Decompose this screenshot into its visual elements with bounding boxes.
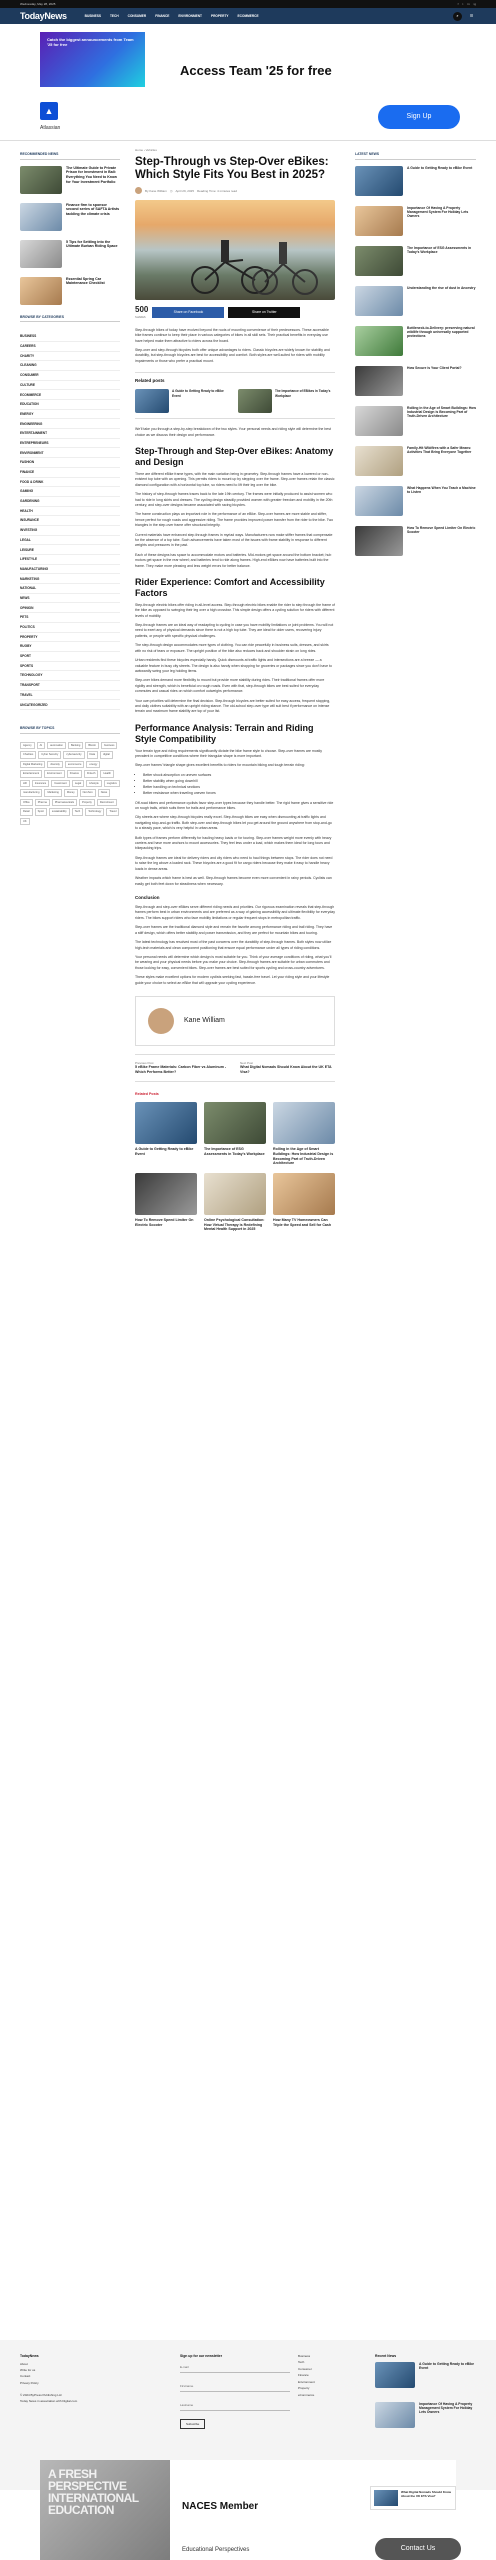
latest-list [355,166,476,558]
article-title: Step-Through vs Step-Over eBikes: Which Style Fits You Best in 2025? [135,156,329,182]
paragraph: The latest technology has resolved most of the past concerns over the durability of step-through frames. Both styles now utilize high-tech materials and clean component positioning that ensure equal performance under all types of riding conditions. [135,940,332,950]
category-link[interactable]: INVESTING [20,526,120,536]
list-item[interactable]: A Guide to Getting Ready to eBike Event [135,1102,197,1166]
list-item[interactable]: The Importance of ESG Assessments in Today's Workplace [204,1102,266,1166]
thumbnail [355,286,403,316]
paragraph: Step-through frames are ideal for delivery riders and city riders who need to haul things between stops. The rider does not need to raise the leg above a loaded rack. These bicycles are a good fit for cargo riders because they make it easy to handle heavy loads in dense areas. [135,855,333,871]
category-link[interactable]: ENTREPRENEURS [20,439,120,449]
list-item[interactable] [355,446,476,478]
topic-tag[interactable]: Environment [44,770,65,778]
share-count-label: SHARES [135,316,146,320]
site-logo[interactable]: TodayNews [20,10,67,21]
list-item[interactable]: Rolling in the Age of Smart Buildings: How Industrial Design is Becoming Part of Truth-Driven Architecture [273,1102,335,1166]
category-link[interactable]: UNCATEGORIZED [20,700,120,710]
topic-tag[interactable]: Finance [67,770,82,778]
footer-link-contact[interactable]: Contact [20,2374,31,2379]
bullet-item: • Better resistance when traveling uneven forces [143,791,335,797]
topic-tag[interactable]: ecommerce [65,761,85,769]
next-post-link[interactable]: Next Post What Digital Nomads Should Know About the UK ETA Visa? [240,1061,332,1074]
paragraph: Step-over frames are the traditional diamond style and remain the favorite among performance riding and trail riding. They have a stiff design, which offers better stability and power transmission, and they are perfect for mountain bikes and touring. [135,925,333,935]
topic-tag[interactable]: Property [79,799,95,807]
thumbnail [135,1173,197,1215]
topic-tag[interactable]: automation [47,742,66,750]
latest-title-text: What Happens When You Teach a Machine to Listen [407,485,476,495]
category-link[interactable]: OPINION [20,603,120,613]
avatar [148,1008,174,1034]
thumbnail [238,389,272,413]
section-heading: Rider Experience: Comfort and Accessibility Factors [135,577,325,598]
related-posts-title: Related Posts [135,1091,159,1096]
topic-tag[interactable]: HR [20,780,30,788]
top-advertisement[interactable] [40,32,456,142]
topic-tag[interactable]: Sport [35,808,47,816]
topic-tag[interactable]: cybersecurity [63,751,84,759]
topics-cloud [20,742,120,826]
paragraph: City streets are where step-through bicycles really excel. Step-through bikes are easy when dismounting at traffic lights and navigating stop-and-go traffic. Both step-over and step-through bikes let you get around the ground anywhere from stop-and-go to a steady pace, which is very helpful in urban areas. [135,815,332,831]
date-text: Wednesday, May 28, 2025 [20,1,56,6]
topic-tag[interactable]: Tech [72,808,83,816]
category-link[interactable]: MANUFACTURING [20,565,120,575]
footer-category-link[interactable]: Environment [298,2379,315,2384]
article-body [135,328,335,1232]
category-link[interactable]: ENGINEERING [20,419,120,429]
paragraph: These styles make excellent options for modern cyclists seeking fast, hassle-free travel. Let your riding style and your lifestyle guide your choice to select an eBike that will upgrade your cycling experience. [135,975,330,985]
categories-title: BROWSE BY CATEGORIES [20,315,120,323]
footer-tagline: Today News in association with Digital.com [20,2399,78,2404]
topics-title: BROWSE BY TOPICS [20,726,120,734]
topic-tag[interactable]: Lifestyle [86,780,102,788]
right-sidebar [355,152,476,566]
section-3b [135,801,335,887]
related-posts-grid [135,1102,335,1232]
header-actions [453,12,476,21]
topic-tag[interactable]: Pharmaceuticals [52,799,77,807]
nav-property[interactable]: PROPERTY [210,13,229,18]
firstname-field[interactable]: Firstname [180,2381,290,2392]
topic-tag[interactable]: Retail [20,808,33,816]
ad-brand: Educational Perspectives [182,2547,250,2553]
thumbnail [355,366,403,396]
category-link[interactable]: INSURANCE [20,516,120,526]
subscribe-button[interactable]: Subscribe [180,2419,205,2429]
social-links [458,2,476,6]
email-field[interactable]: E-mail [180,2362,290,2373]
paragraph: Your terrain type and riding requirements significantly dictate the bike frame style to choose. Step-over frames are mostly prevalent in competitive conditions where their triangular shape is more important. [135,748,323,758]
latest-title-text: How To Remove Speed Limiter On Electric Scooter [407,525,476,535]
list-item[interactable]: A Guide to Getting Ready to eBike Event [135,389,232,413]
paragraph: Step-over bikes demand more flexibility to mount but provide more stability during rides. Their traditional frames offer more rigidity and strength, which is beneficial on rough roads. Even with that, step-through bikes are best suited for everyday commutes and casual rides on which comfort outweighs performance. [135,678,325,694]
list-item[interactable] [355,246,476,278]
thumbnail [135,389,169,413]
ad-image: Catch the biggest announcements from Team '25 for free [40,32,145,87]
nav-finance[interactable]: FINANCE [155,13,170,18]
category-link[interactable]: LIFESTYLE [20,555,120,565]
thumbnail [20,240,62,268]
topic-tag[interactable]: Charities [20,751,36,759]
paragraph: Each of these designs has space to accommodate motors and batteries. Mid-motors get space around the bottom bracket; hub motors get space in the rear wheel; and batteries tend to ride along frames. High-end eBikes now have batteries built into the frame. They make more pleasing and less weight errors for better balance. [135,552,332,568]
category-link[interactable]: ECOMMERCE [20,390,120,400]
topic-tag[interactable]: Fintech [84,770,99,778]
latest-title-text: Bottleneck-to-Delivery: preserving natural wildlife through universally supported protections [407,325,475,339]
thumbnail [135,1102,197,1144]
ad-title: NACES Member [182,2501,259,2512]
list-item[interactable] [355,486,476,518]
bullet-item: • Better shock absorption on uneven surfaces [143,773,335,779]
latest-title-text: The Importance of ESG Assessments in Today's Workplace [407,245,472,255]
paragraph: Step-through bikes of today have evolved beyond the roots of mounting convenience of their predecessors. These accessible bike frames continue to keep their place in various categories of bikes in all skill sets. Their practical benefits in everyday use have helped make them attractive to riders across the board. [135,327,329,343]
prev-post-link[interactable]: Previous Post 5 eBike Frame Materials: Carbon Fiber vs Aluminum - Which Performs Better? [135,1061,227,1074]
topic-tag[interactable]: Logistics [104,780,120,788]
topic-tag[interactable]: Entertainment [20,770,42,778]
list-item[interactable] [355,206,476,238]
topic-tag[interactable]: Agency [20,742,35,750]
category-link[interactable]: FASHION [20,458,120,468]
article-meta [135,187,335,194]
author-name[interactable]: By Kane William [145,188,167,193]
paragraph: Step-over and step-through bicycles both offer unique advantages to riders. Classic bicycles are widely known for stability and durability, but step-through bicycles are best for accessibility and comfort. Both styles are well-suited for riders with mobility impairments or those who prefer a practical mount. [135,348,330,363]
section-3a [135,749,335,769]
list-item[interactable]: The Ultimate Guide to Private Prison for Investment in Bali: Everything You Need to Know for Your Investment Portfolio [20,166,120,196]
thumbnail [355,326,403,356]
paragraph: Off-road bikers and performance cyclists favor step-over types because they handle better. The rigid frame gives a sensitive ride on rough trails, which suits them for trails and performance bikes. [135,800,334,810]
recommended-list [20,166,120,307]
topic-tag[interactable]: Investment [51,780,70,788]
thumbnail [355,166,403,196]
footer-category-link[interactable]: Finance [298,2373,309,2378]
paragraph: Step-through electric bikes offer riding in all-level access. Step-through electric bikes enable the rider to step through the frame of the bike as opposed to swinging their leg over a high crossbar. This simple design offers a cycling solution for riders with different levels of mobility. [135,602,335,618]
instagram-icon[interactable]: ig [473,1,476,6]
section-heading: Performance Analysis: Terrain and Riding Style Compatibility [135,722,314,744]
contact-us-button[interactable]: Contact Us [375,2538,461,2560]
category-link[interactable]: GARDENING [20,497,120,507]
thumbnail [355,526,403,556]
read-time: Reading Time: 4 minutes read [196,188,238,193]
related-box [135,372,335,419]
topic-tag[interactable]: Office [20,799,33,807]
topic-tag[interactable]: diversity [47,761,63,769]
thumbnail [204,1102,266,1144]
ad-title: Access Team '25 for free [180,63,332,78]
paragraph: The step-through design accommodates more types of clothing. You can ride peacefully in business suits, dresses, and skirts with no risk of tears or exposure. The upright position of the bike also reduces back and shoulder strain on long rides. [135,643,329,653]
bullet-list [135,773,335,797]
category-link[interactable]: MARKETING [20,574,120,584]
category-link[interactable]: RUGBY [20,642,120,652]
footer-category-link[interactable]: eCommerce [298,2392,315,2397]
category-link[interactable]: SPORTS [20,662,120,672]
copyright: © 2024 ByPress Publishing Ltd [20,2392,62,2397]
ad-image: A FRESH PERSPECTIVE INTERNATIONAL EDUCATION [40,2460,170,2560]
footer-recent [375,2354,476,2442]
category-link[interactable]: ENVIRONMENT [20,448,120,458]
topic-tag[interactable]: Travel [106,808,119,816]
topic-tag[interactable]: Bitcoin [85,742,99,750]
bullet-item: • Better handling on technical sections [143,785,335,791]
category-link[interactable]: ENTERTAINMENT [20,429,120,439]
post-navigation [135,1054,335,1081]
thumbnail [20,203,62,231]
list-item[interactable]: How Many TV Homeowners Can Triple the Speed and Sell for Cash [273,1173,335,1232]
side-promo[interactable]: What Digital Nomads Should Know About the UK ETA Visa? [370,2486,456,2510]
thumbnail [273,1102,335,1144]
category-link[interactable]: TRANSPORT [20,681,120,691]
latest-title: LATEST NEWS [355,152,476,160]
topic-tag[interactable]: Pharma [35,799,50,807]
category-link[interactable]: NEWS [20,594,120,604]
paragraph: Current materials have enhanced step-through frames in myriad ways. Manufacturers now make stiffer frames that compensate for the absence of a top tube. Such advancements have taken most of the issues with frame stability in response to different weights and pressures in the past. [135,532,333,548]
bullet-item: • Better stability when going downhill [143,779,335,785]
list-item[interactable] [355,286,476,318]
topic-tag[interactable]: manufacturing [20,789,42,797]
list-item[interactable] [355,366,476,398]
nav-tech[interactable]: TECH [109,13,119,18]
paragraph: We'll take you through a step-by-step breakdown of the two styles. Your personal needs and riding style will determine the best choice as we discuss their design and performance. [135,427,331,437]
newsletter-form [180,2354,300,2429]
thumbnail [355,486,403,516]
paragraph: There are different eBike frame types, with the main variation being in geometry. Step-through frames have a lowered or non-existent top tube with an opening. This permits riders to mount up by stepping over the frame. Step-over frames retain the classic diamond configuration with a horizontal top tube, so riders need to lift their leg over the bike. [135,471,335,487]
thumbnail [375,2362,415,2388]
share-twitter-button[interactable]: Share on Twitter [228,307,300,318]
list-item[interactable]: Online Psychological Consultation: How Virtual Therapy is Redefining Mental Health Support in 2025 [204,1173,266,1232]
thumbnail [375,2402,415,2428]
list-item[interactable] [355,406,476,438]
topic-tag[interactable]: UK [20,818,30,826]
bike-icon [135,200,335,300]
divider [0,140,496,141]
category-link[interactable]: ENERGY [20,410,120,420]
list-item[interactable]: Finance firm to sponsor second series of SAFTA Artists tackling the climate crisis [20,203,120,233]
list-item[interactable]: 5 Tips for Settling into the Ultimate Burban Riding Space [20,240,120,270]
share-count: 500 [135,305,149,315]
avatar [135,187,142,194]
topic-tag[interactable]: Banking [68,742,83,750]
footer-about [20,2354,120,2406]
latest-title-text: A Guide to Getting Ready to eBike Event [407,165,473,170]
category-link[interactable]: NATIONAL [20,584,120,594]
category-link[interactable]: CHARITY [20,352,120,362]
thumbnail [355,206,403,236]
recommended-title: RECOMMENDED NEWS [20,152,120,160]
footer-link-write[interactable]: Write for us [20,2368,36,2373]
topic-tag[interactable]: Health [100,770,114,778]
conclusion [135,905,335,986]
breadcrumb[interactable]: Home › Vehicles [135,148,157,152]
topic-tag[interactable]: energy [86,761,100,769]
category-link[interactable]: CONSUMER [20,371,120,381]
thumbnail [20,277,62,305]
paragraph: Both types of frames perform differently for hauling heavy loads or for touring. Step-over frames weight more evenly with heavy carriers and have more anchors to mount accessories. They feel less under a load, which makes them ideal for long tours and bikepacking trips. [135,835,332,851]
share-bar [135,305,335,319]
paragraph: The frame construction plays an important role in the performance of an eBike. Step-over frames are more stable and stiffer, hence perfect for rough roads and aggressive riding. The frame provides improved power transfer from the rider to the bike. Two triangles in the step-over frame offer structural integrity. [135,512,334,528]
footer-category-link[interactable]: Property [298,2386,310,2391]
thumbnail [374,2490,398,2506]
paragraph: Weather impacts which frame is best as well. Step-through frames become even more convenient in rainy periods. Cyclists can easily get both feet down for steadiness when necessary. [135,876,332,886]
article [135,148,335,1232]
facebook-icon[interactable]: f [457,1,459,6]
nav-consumer[interactable]: CONSUMER [127,13,147,18]
ad-signup-button[interactable]: Sign Up [378,105,460,129]
paragraph: Step-over frames' triangle shape gives excellent benefits to riders for mountain biking and tough terrain riding: [135,763,305,768]
list-item[interactable] [355,526,476,558]
paragraph: Your personal needs will determine which design is most suitable for you. Think of your average conditions of riding, what you'll be wearing and your physical needs before you make your choice. Step-through frames are suitable for urban commuters and those looking for easy, convenient bikes. Step-over frames are best suited for sports cycling and cross-country adventures. [135,955,332,970]
category-link[interactable]: TECHNOLOGY [20,671,120,681]
category-link[interactable]: BUSINESS [20,332,120,342]
thumbnail [204,1173,266,1215]
main-header [0,8,496,24]
section-1 [135,472,335,569]
category-link[interactable]: TRAVEL [20,691,120,701]
paragraph: The history of step-through frames traces back to the late 19th century. The frames were initially produced to assist women who had to ride in long skirts and dresses. The cycling design steadily provided women with greater freedom and mobility in the 20th century, and step-over designs became associated with racing bicycles. [135,492,333,507]
footer-category-link[interactable]: Business [298,2354,311,2358]
category-link[interactable]: SPORT [20,652,120,662]
footer-category-link[interactable]: Tech [298,2360,305,2365]
thumbnail [20,166,62,194]
footer-category-link[interactable]: Consumer [298,2366,312,2371]
category-link[interactable]: CLEANING [20,361,120,371]
category-link[interactable]: LEGAL [20,536,120,546]
topic-tag[interactable]: Cyber Security [38,751,61,759]
topic-tag[interactable]: digital [100,751,113,759]
atlassian-logo-icon: ▲ [40,102,58,120]
topic-tag[interactable]: News [98,789,111,797]
footer-link-about[interactable]: About [20,2361,28,2366]
main-nav [85,14,259,18]
ad-brand: Atlassian [40,125,61,131]
latest-title-text: Family-Hit Wildfires with a Safer Means: Activities That Bring Everyone Together [407,445,472,455]
list-item[interactable]: How To Remove Speed Limiter On Electric Scooter [135,1173,197,1232]
recent-title: Recent News [375,2354,397,2358]
paragraph: Your own priorities will determine the final decision. Step-through bicycles are better suited for easy access, frequent stopping, and daily clothes suitability with an upright riding stance. The old-school step-over type will suit best if performance on intense terrain and maximum frame stability are top of your list. [135,698,331,714]
thumbnail [355,446,403,476]
category-link[interactable]: LEISURE [20,545,120,555]
topic-tag[interactable]: AI [37,742,45,750]
topic-tag[interactable]: Data [87,751,98,759]
footer-categories [298,2354,358,2399]
topic-tag[interactable]: Legal [72,780,84,788]
paragraph: Urban residents find these bicycles especially handy. Quick dismounts at traffic lights and intersections are a breeze — a valuable feature in busy city streets. The design is also handy when shopping for groceries or packages since you don't have to awkwardly swing your leg holding items. [135,658,332,673]
categories-list [20,332,120,710]
newsletter-title: Sign up for our newsletter [180,2354,223,2358]
category-link[interactable]: HEALTH [20,507,120,517]
topic-tag[interactable]: Insurance [32,780,49,788]
list-item[interactable]: The Importance of EBikes in Today's Workplace [238,389,335,413]
topic-tag[interactable]: Money [64,789,78,797]
category-link[interactable]: POLITICS [20,623,120,633]
latest-title-text: Rolling in the Age of Smart Buildings: How Industrial Design is Becoming Part of Truth-Driven Architecture [407,405,477,419]
thumbnail [355,406,403,436]
publish-date: April 29, 2025 [175,188,194,193]
topic-tag[interactable]: Technology [85,808,104,816]
nav-business[interactable]: BUSINESS [84,13,101,18]
clock-icon: ◷ [169,188,173,193]
list-item[interactable]: Essential Spring Car Maintenance Checklist [20,277,120,307]
share-facebook-button[interactable]: Share on Facebook [152,307,224,318]
linkedin-icon[interactable]: in [467,1,470,6]
footer-link-privacy[interactable]: Privacy Policy [20,2380,39,2385]
footer-brand[interactable]: TodayNews [20,2354,39,2358]
topic-tag[interactable]: Recruitment [97,799,117,807]
latest-title-text: How Secure is Your Client Portal? [407,365,462,370]
related-title: Related posts [135,378,165,384]
topic-tag[interactable]: Net Zero [80,789,96,797]
list-item[interactable]: Importance Of Having A Property Management System For Holiday Lets Owners [375,2402,476,2434]
left-sidebar [20,152,120,825]
category-link[interactable]: EDUCATION [20,400,120,410]
category-link[interactable]: PROPERTY [20,633,120,643]
latest-title-text: Understanding the rise of dust in Ancestry [407,285,476,290]
topic-tag[interactable]: Digital Marketing [20,761,45,769]
twitter-icon[interactable]: t [462,1,464,6]
paragraph: Step-through and step-over eBikes serve different riding needs and priorities. Our rigorous examination reveals that step-through frames perform best in urban environments and are preferred as a way of gaining accessibility and ultimate flexibility for everyday riders. The bikes support riders who face mobility limitations or regular frequent stops in metropolitan traffic. [135,905,335,920]
topic-tag[interactable]: business [101,742,117,750]
category-link[interactable]: FINANCE [20,468,120,478]
conclusion-heading: Conclusion [135,895,160,900]
author-box [135,996,335,1046]
search-icon[interactable]: ⌕ [453,12,462,21]
paragraph: Step-through frames are an ideal way of readapting to cycling in case you have mobility limitations or joint problems. You will not need to exert any of physical demands since there is not a high top tube. They are ideal for older users, recovering injury patients, or people with specific physical challenges. [135,623,334,638]
list-item[interactable]: A Guide to Getting Ready to eBike Event [375,2362,476,2394]
category-link[interactable]: CULTURE [20,381,120,391]
lastname-field[interactable]: Lastname [180,2400,290,2411]
latest-title-text: Importance Of Having A Property Management System For Holiday Lets Owners [407,205,469,219]
category-link[interactable]: GAMING [20,487,120,497]
top-bar [0,0,496,8]
hero-image [135,200,335,300]
list-item[interactable] [355,326,476,358]
section-heading: Step-Through and Step-Over eBikes: Anatomy and Design [135,446,334,468]
category-link[interactable]: FOOD & DRINK [20,478,120,488]
thumbnail [355,246,403,276]
author-box-name[interactable]: Kane William [184,1017,225,1025]
topic-tag[interactable]: sustainability [49,808,70,816]
topic-tag[interactable]: Marketing [44,789,61,797]
menu-icon[interactable]: ☰ [469,13,474,19]
category-link[interactable]: CAREERS [20,342,120,352]
nav-ecommerce[interactable]: ECOMMERCE [237,13,259,18]
list-item[interactable] [355,166,476,198]
thumbnail [273,1173,335,1215]
category-link[interactable]: PETS [20,613,120,623]
section-2 [135,603,335,715]
nav-environment[interactable]: ENVIRONMENT [178,13,202,18]
